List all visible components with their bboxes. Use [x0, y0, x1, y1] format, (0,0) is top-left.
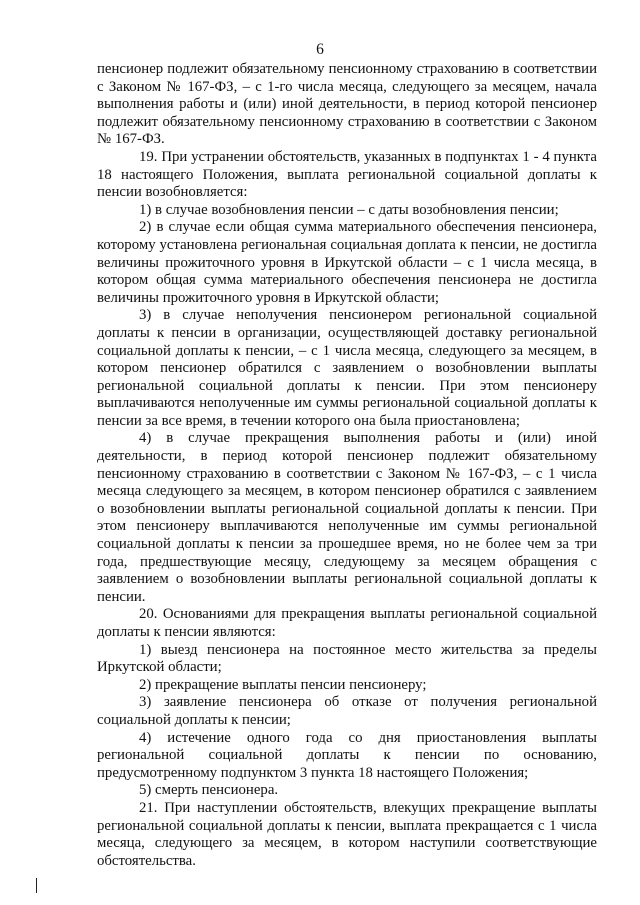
- document-body: [97, 61, 597, 870]
- paragraph-19-item-2: 2) в случае если общая сумма материального обеспечения пенсионера, которому установлена региональная социальная доплата к пенсии, не достигла величины прожиточного уровня в Иркутской области – с 1 числа месяца, в котором общая сумма материального обеспечения пенсионера не достигла величины прожиточного уровня в Иркутской области;: [97, 219, 597, 306]
- paragraph-19-item-3: 3) в случае неполучения пенсионером региональной социальной доплаты к пенсии в организации, осуществляющей доставку региональной социальной доплаты к пенсии, – с 1 числа месяца, следующего за месяцем, в котором пенсионер обратился с заявлением о возобновлении выплаты региональной социальной доплаты к пенсии. При этом пенсионеру выплачиваются неполученные им суммы региональной социальной доплаты к пенсии за все время, в течении которого она была приостановлена;: [97, 307, 597, 429]
- paragraph-19-item-1: 1) в случае возобновления пенсии – с даты возобновления пенсии;: [139, 201, 559, 218]
- paragraph-continuation: пенсионер подлежит обязательному пенсионному страхованию в соответствии с Законом № 167-ФЗ, – с 1-го числа месяца, следующего за месяцем, начала выполнения работы и (или) иной деятельности, в период которой пенсионер подлежит обязательному пенсионному страхованию в соответствии с Законом № 167-ФЗ.: [97, 61, 597, 148]
- paragraph-19: 19. При устранении обстоятельств, указанных в подпунктах 1 - 4 пункта 18 настоящего Положения, выплата региональной социальной доплаты к пенсии возобновляется:: [97, 148, 597, 201]
- paragraph-20-item-5: 5) смерть пенсионера.: [139, 782, 279, 799]
- paragraph-19-item-4: 4) в случае прекращения выполнения работы и (или) иной деятельности, в период которой пенсионер подлежит обязательному пенсионному страхованию в соответствии с Законом № 167-ФЗ, – с 1 числа месяца следующего за месяцем, в котором пенсионер обратился с заявлением о возобновлении выплаты региональной социальной доплаты к пенсии. При этом пенсионеру выплачиваются неполученные им суммы региональной социальной доплаты к пенсии за прошедшее время, но не более чем за три года, предшествующие месяцу, следующему за месяцем обращения с заявлением о возобновлении выплаты региональной социальной доплаты к пенсии.: [97, 430, 597, 605]
- paragraph-20: 20. Основаниями для прекращения выплаты региональной социальной доплаты к пенсии являются:: [97, 606, 597, 640]
- paragraph-21: 21. При наступлении обстоятельств, влекущих прекращение выплаты региональной социальной доплаты к пенсии, выплата прекращается с 1 числа месяца, следующего за месяцем, в котором наступили соответствующие обстоятельства.: [97, 799, 597, 869]
- margin-mark: [36, 878, 37, 893]
- paragraph-20-item-2: 2) прекращение выплаты пенсии пенсионеру;: [139, 676, 427, 693]
- paragraph-20-item-3: 3) заявление пенсионера об отказе от получения региональной социальной доплаты к пенсии;: [97, 694, 597, 728]
- paragraph-20-item-4: 4) истечение одного года со дня приостановления выплаты региональной социальной доплаты к пенсии по основанию, предусмотренному подпунктом 3 пункта 18 настоящего Положения;: [97, 729, 597, 781]
- page-number: 6: [316, 41, 324, 58]
- paragraph-20-item-1: 1) выезд пенсионера на постоянное место жительства за пределы Иркутской области;: [97, 641, 597, 676]
